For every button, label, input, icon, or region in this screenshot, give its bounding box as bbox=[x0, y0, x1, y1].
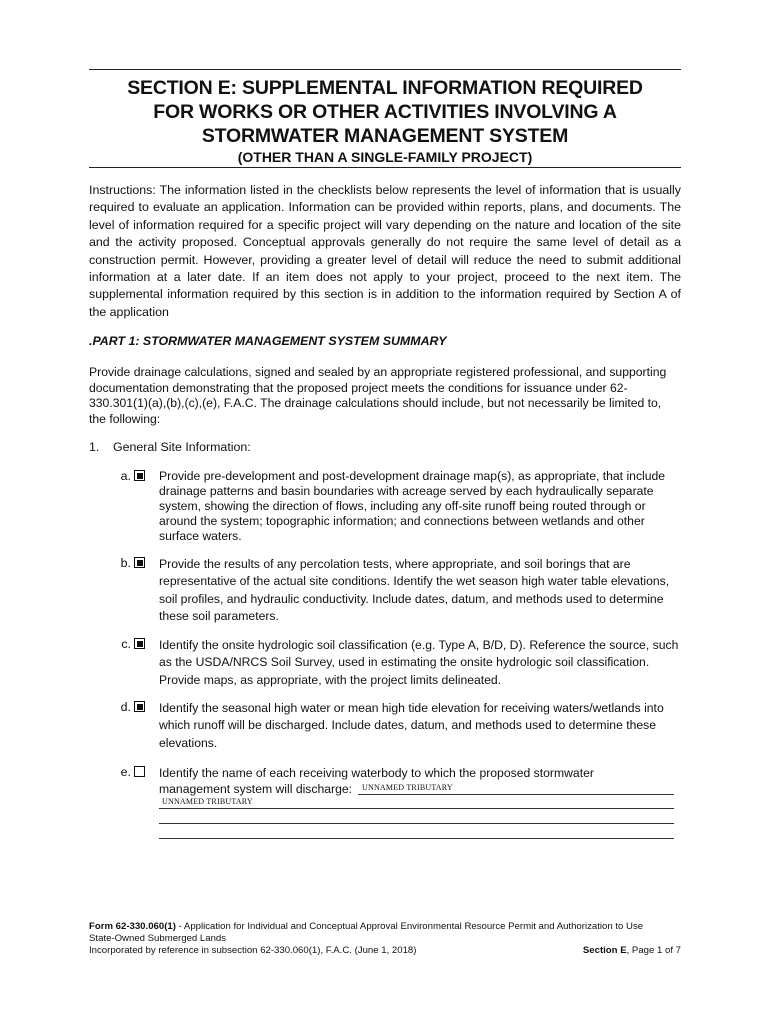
item-number: 1. bbox=[89, 440, 100, 454]
checkbox-item-e[interactable] bbox=[134, 766, 145, 777]
item-letter: c. bbox=[121, 637, 131, 651]
checkbox-item-c[interactable] bbox=[134, 638, 145, 649]
title-line-1: SECTION E: SUPPLEMENTAL INFORMATION REQUIRED bbox=[127, 77, 643, 99]
page-label: , Page 1 of 7 bbox=[626, 945, 681, 956]
receiving-waterbody-field-1[interactable] bbox=[358, 794, 674, 795]
form-description: - Application for Individual and Conceptual Approval Environmental Resource Permit and Authorization to Use bbox=[175, 921, 644, 932]
item-e-text-line-1: Identify the name of each receiving waterbody to which the proposed stormwater bbox=[159, 766, 594, 780]
checkbox-item-d[interactable] bbox=[134, 701, 145, 712]
item-letter: a. bbox=[120, 469, 131, 483]
title-bottom-rule bbox=[89, 167, 681, 168]
receiving-waterbody-field-3[interactable] bbox=[159, 823, 674, 824]
page-number bbox=[583, 945, 681, 957]
item-text: Provide the results of any percolation tests, where appropriate, and soil borings that are representative of the actual site conditions. Identify the wet season high water table elevations, soil profiles, and hydraulic conductivity. Include dates, datum, and methods used to determine these soil parameters. bbox=[159, 557, 670, 624]
item-text: Identify the seasonal high water or mean high tide elevation for receiving waters/wetlands into which runoff will be discharged. Include dates, datum, and methods used to determine these elevations. bbox=[159, 701, 664, 750]
instructions-paragraph: Instructions: The information listed in the checklists below represents the level of information that is usually required to evaluate an application. Information can be provided within reports, plans, and documents. The level of information required for a specific project will vary depending on the nature and location of the site and the activity proposed. Conceptual approvals generally do not require the same level of detail as a construction permit. However, providing a greater level of detail will reduce the need to submit additional information at a later date. If an item does not apply to your project, proceed to the next item. The supplemental information required by this section is in addition to the information required by Section A of the application bbox=[89, 183, 681, 319]
item-e-text-line-2: management system will discharge: bbox=[159, 782, 353, 796]
footer-line-2: State-Owned Submerged Lands bbox=[89, 933, 227, 944]
receiving-waterbody-field-2[interactable] bbox=[159, 808, 674, 809]
top-rule bbox=[89, 69, 681, 70]
item-letter: d. bbox=[120, 700, 131, 714]
part-1-intro: Provide drainage calculations, signed and sealed by an appropriate registered professional, and supporting documentation demonstrating that the proposed project meets the conditions for issuance under 62-330.301(1)(a),(b),(c),(e), F.A.C. The drainage calculations should include, but not necessarily be limited to, the following: bbox=[89, 365, 667, 426]
receiving-waterbody-field-4[interactable] bbox=[159, 838, 674, 839]
form-footer bbox=[89, 921, 681, 957]
receiving-waterbody-answer-1: UNNAMED TRIBUTARY bbox=[362, 783, 453, 792]
item-label: General Site Information: bbox=[113, 440, 251, 454]
form-id: Form 62-330.060(1) bbox=[89, 921, 176, 932]
item-letter: b. bbox=[120, 556, 131, 570]
section-label: Section E bbox=[582, 945, 627, 956]
item-text bbox=[159, 765, 679, 797]
footer-line-3: Incorporated by reference in subsection 62-330.060(1), F.A.C. (June 1, 2018) bbox=[89, 945, 417, 956]
part-1-heading: .PART 1: STORMWATER MANAGEMENT SYSTEM SUMMARY bbox=[89, 334, 447, 348]
item-text: Provide pre-development and post-development drainage map(s), as appropriate, that include drainage patterns and basin boundaries with acreage served by each hydraulically separate system, showing the direction of flows, including any off-site runoff being routed through or around the system; topographic information; and connections between wetlands and other surface waters. bbox=[159, 469, 666, 543]
title-line-3: STORMWATER MANAGEMENT SYSTEM bbox=[201, 125, 569, 147]
section-title bbox=[89, 76, 681, 148]
checkbox-item-a[interactable] bbox=[134, 470, 145, 481]
item-letter: e. bbox=[120, 765, 131, 779]
title-line-2: FOR WORKS OR OTHER ACTIVITIES INVOLVING A bbox=[153, 101, 617, 123]
general-site-info-heading bbox=[89, 440, 251, 454]
section-subtitle: (OTHER THAN A SINGLE-FAMILY PROJECT) bbox=[237, 149, 533, 165]
receiving-waterbody-answer-2: UNNAMED TRIBUTARY bbox=[162, 797, 253, 806]
item-text: Identify the onsite hydrologic soil classification (e.g. Type A, B/D, D). Reference the source, such as the USDA/NRCS Soil Survey, used in estimating the onsite hydrologic soil classification. Provide maps, as appropriate, with the project limits delineated. bbox=[159, 638, 679, 687]
checkbox-item-b[interactable] bbox=[134, 557, 145, 568]
